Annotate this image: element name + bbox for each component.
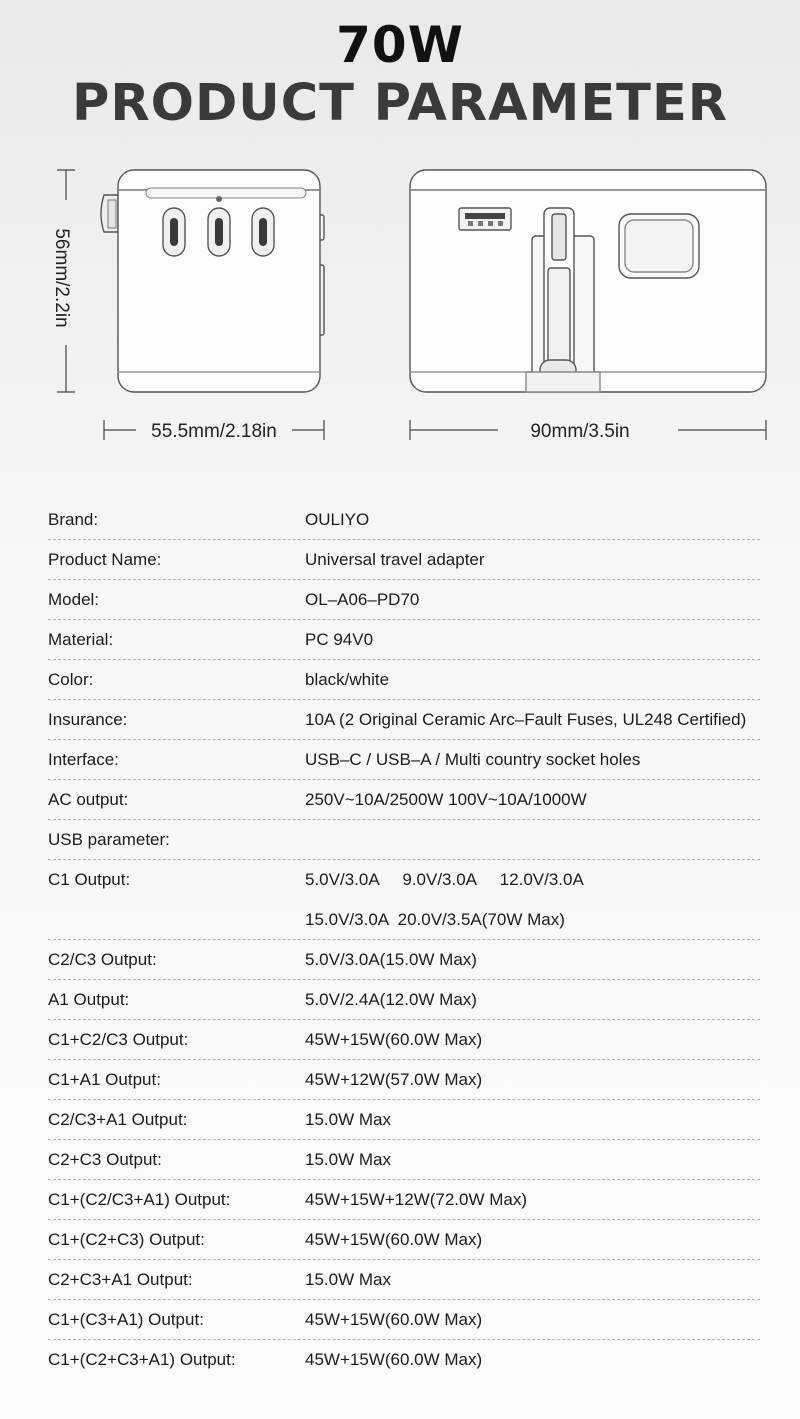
- spec-row-ac-output: [48, 780, 760, 820]
- usb-c-port-c3: [252, 208, 274, 256]
- spec-row-brand: [48, 500, 760, 540]
- spec-row-insurance: [48, 700, 760, 740]
- spec-value: 45W+12W(57.0W Max): [305, 1069, 483, 1089]
- spec-row-c1-a1-output: [48, 1060, 760, 1100]
- spec-value: OL–A06–PD70: [305, 589, 420, 609]
- spec-value: 45W+15W(60.0W Max): [305, 1229, 483, 1249]
- spec-label: USB parameter:: [48, 829, 170, 849]
- spec-row-color: [48, 660, 760, 700]
- spec-label: Model:: [48, 589, 100, 609]
- page-title: PRODUCT PARAMETER: [71, 74, 729, 133]
- spec-value: 15.0V/3.0A 20.0V/3.5A(70W Max): [305, 909, 565, 929]
- spec-label: C1+(C2+C3) Output:: [48, 1229, 205, 1249]
- spec-label: Product Name:: [48, 549, 162, 569]
- adapter-side-view: [101, 170, 324, 392]
- spec-label: C1+(C2+C3+A1) Output:: [48, 1350, 236, 1369]
- plug-slider-channel: [526, 208, 600, 392]
- spec-value: 45W+15W+12W(72.0W Max): [305, 1189, 528, 1209]
- spec-label: A1 Output:: [48, 989, 130, 1009]
- height-dimension-label: 56mm/2.2in: [51, 228, 72, 328]
- spec-label: C1+(C3+A1) Output:: [48, 1309, 204, 1329]
- spec-label: Brand:: [48, 509, 99, 529]
- spec-value: 15.0W Max: [305, 1269, 391, 1289]
- width-dimension-label: 55.5mm/2.18in: [151, 421, 277, 442]
- spec-row-c1-c2c3a1-output: [48, 1180, 760, 1220]
- spec-value: 45W+15W(60.0W Max): [305, 1029, 483, 1049]
- usb-c-port-c1: [163, 208, 185, 256]
- spec-row-c1-output-continued: [48, 900, 760, 940]
- spec-row-material: [48, 620, 760, 660]
- spec-row-c2-c3-plus-a1-output: [48, 1260, 760, 1300]
- spec-label: C2+C3 Output:: [48, 1149, 162, 1169]
- spec-value: USB–C / USB–A / Multi country socket holes: [305, 749, 641, 769]
- spec-value: 5.0V/3.0A 9.0V/3.0A 12.0V/3.0A: [305, 870, 584, 889]
- spec-row-c1-c2-c3-output: [48, 1020, 760, 1060]
- spec-row-c1-c2-plus-c3-output: [48, 1220, 760, 1260]
- spec-value: 45W+15W(60.0W Max): [305, 1350, 483, 1369]
- spec-label: Color:: [48, 669, 94, 689]
- spec-value: 10A (2 Original Ceramic Arc–Fault Fuses, UL248 Certified): [305, 709, 747, 729]
- spec-label: AC output:: [48, 789, 129, 809]
- product-dimension-drawing: [0, 150, 800, 460]
- spec-row-c1-c3-a1-output: [48, 1300, 760, 1340]
- spec-row-product-name: [48, 540, 760, 580]
- spec-value: 250V~10A/2500W 100V~10A/1000W: [305, 789, 587, 809]
- spec-value: black/white: [305, 669, 390, 689]
- spec-row-c2-c3-a1-output: [48, 1100, 760, 1140]
- usb-a-port: [459, 208, 511, 230]
- spec-value: PC 94V0: [305, 629, 374, 649]
- spec-value: Universal travel adapter: [305, 549, 485, 569]
- spec-label: C1 Output:: [48, 870, 131, 889]
- spec-row-interface: [48, 740, 760, 780]
- spec-table: [48, 500, 760, 1380]
- spec-label: Insurance:: [48, 709, 128, 729]
- spec-label: C1+(C2/C3+A1) Output:: [48, 1189, 231, 1209]
- wattage-heading: 70W: [336, 16, 464, 74]
- socket-window: [619, 214, 699, 278]
- spec-label: C2/C3+A1 Output:: [48, 1109, 188, 1129]
- spec-label: C2+C3+A1 Output:: [48, 1269, 193, 1289]
- adapter-front-view: [410, 170, 766, 392]
- spec-label: C2/C3 Output:: [48, 949, 157, 969]
- spec-row-usb-parameter: [48, 820, 760, 860]
- spec-value: 5.0V/3.0A(15.0W Max): [305, 949, 477, 969]
- spec-value: 5.0V/2.4A(12.0W Max): [305, 989, 477, 1009]
- spec-label: Material:: [48, 629, 114, 649]
- spec-label: C1+C2/C3 Output:: [48, 1029, 189, 1049]
- spec-row-model: [48, 580, 760, 620]
- spec-label: Interface:: [48, 749, 119, 769]
- spec-row-c2-plus-c3-output: [48, 1140, 760, 1180]
- spec-row-c2-c3-output: [48, 940, 760, 980]
- spec-value: 15.0W Max: [305, 1109, 391, 1129]
- spec-label: C1+A1 Output:: [48, 1069, 161, 1089]
- length-dimension-label: 90mm/3.5in: [530, 421, 630, 442]
- spec-value: 15.0W Max: [305, 1149, 391, 1169]
- spec-row-c1-output: [48, 860, 760, 900]
- spec-value: OULIYO: [305, 509, 370, 529]
- usb-c-port-c2: [208, 208, 230, 256]
- spec-row-a1-output: [48, 980, 760, 1020]
- spec-row-c1-c2-c3-a1-output: [48, 1340, 760, 1380]
- spec-value: 45W+15W(60.0W Max): [305, 1309, 483, 1329]
